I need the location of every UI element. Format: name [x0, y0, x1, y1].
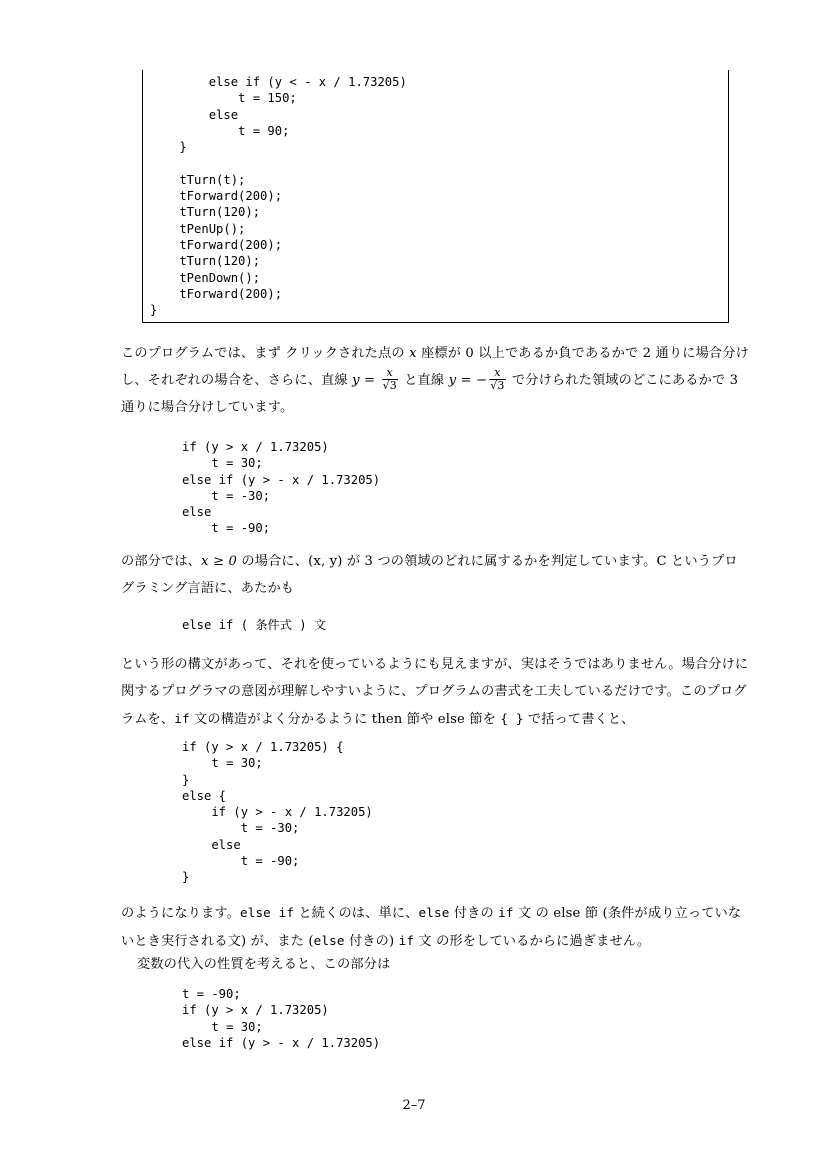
- p1-math-x: x: [409, 346, 417, 361]
- p4-code-if-2: if: [398, 933, 415, 948]
- page-number: 2–7: [402, 1098, 426, 1113]
- code-block-3: else if ( 条件式 ) 文: [182, 618, 327, 632]
- paragraph-3: [121, 651, 751, 733]
- paragraph-5: [121, 951, 751, 978]
- paragraph-2: [121, 548, 751, 602]
- p4-text-a: のようになります。: [121, 906, 240, 921]
- fraction-1: [382, 367, 398, 392]
- p4-text-c: 付きの: [449, 906, 499, 921]
- fraction-2: [489, 367, 505, 392]
- p2-text-b: の場合に、(x, y) が 3 つの領域のどれに属するかを判定しています。C というプログラミング言語に、あたかも: [121, 554, 738, 596]
- p4-text-e: 付きの): [344, 934, 399, 949]
- p4-text-b: と続くのは、単に、: [294, 906, 419, 921]
- code-block-4: if (y > x / 1.73205) { t = 30; } else { if (y > - x / 1.73205) t = -30; else t = -90; }: [182, 740, 373, 885]
- p5-text: 変数の代入の性質を考えると、この部分は: [137, 957, 391, 972]
- p3-text-a: という形の構文があって、それを使っているようにも見えますが、実はそうではありません。場合分けに関するプログラマの意図が理解しやすいように、プログラムの書式を工夫しているだけです。このプログラムを、: [121, 657, 749, 727]
- p1-text-b: 座標が 0 以上であるか負であるかで 2 通りに場合分けし、それぞれの場合を、さらに、直線: [121, 346, 749, 388]
- p3-text-b: 文の構造がよく分かるように then 節や else 節を: [189, 712, 501, 727]
- p3-text-c: で括って書くと、: [523, 712, 635, 727]
- p1-eq2-lhs: y = −: [448, 373, 488, 388]
- fraction-2-denominator: √3: [490, 379, 505, 392]
- paragraph-1: [121, 340, 751, 421]
- p4-code-else-2: else: [313, 933, 345, 948]
- code-box: [142, 70, 729, 323]
- code-block-2: if (y > x / 1.73205) t = 30; else if (y > - x / 1.73205) t = -30; else t = -90;: [182, 440, 381, 536]
- p1-eq1-lhs: y =: [352, 373, 380, 388]
- p1-text-a: このプログラムでは、まず クリックされた点の: [121, 346, 410, 361]
- code-block-5: t = -90; if (y > x / 1.73205) t = 30; else if (y > - x / 1.73205): [182, 987, 381, 1050]
- paragraph-4: [121, 899, 751, 955]
- code-box-listing: else if (y < - x / 1.73205) t = 150; else t = 90; } tTurn(t); tForward(200); tTurn(120); tPenUp(); tForward(200); tTurn(120); tPenDown(); tForward(200); }: [150, 75, 407, 318]
- p4-text-d: 文 の else 節 (条件が成り立っていないとき実行される文) が、また (: [121, 906, 742, 949]
- p4-code-else: else: [418, 905, 450, 920]
- p2-text-a: の部分では、: [121, 554, 202, 569]
- p3-code-if: if: [174, 711, 190, 726]
- p1-text-c: と直線: [399, 373, 449, 388]
- p1-text-d: で分けられた領域のどこにあるかで 3 通りに場合分けしています。: [121, 373, 739, 415]
- fraction-2-numerator: x: [489, 367, 505, 380]
- fraction-1-numerator: x: [382, 367, 398, 380]
- p4-text-f: 文 の形をしているからに過ぎません。: [414, 934, 651, 949]
- p3-code-braces: { }: [500, 711, 524, 726]
- p4-code-if: if: [498, 905, 514, 920]
- p4-code-else-if: else if: [239, 905, 295, 920]
- p2-math-cond: x ≥ 0: [201, 554, 238, 569]
- fraction-1-denominator: √3: [382, 379, 397, 392]
